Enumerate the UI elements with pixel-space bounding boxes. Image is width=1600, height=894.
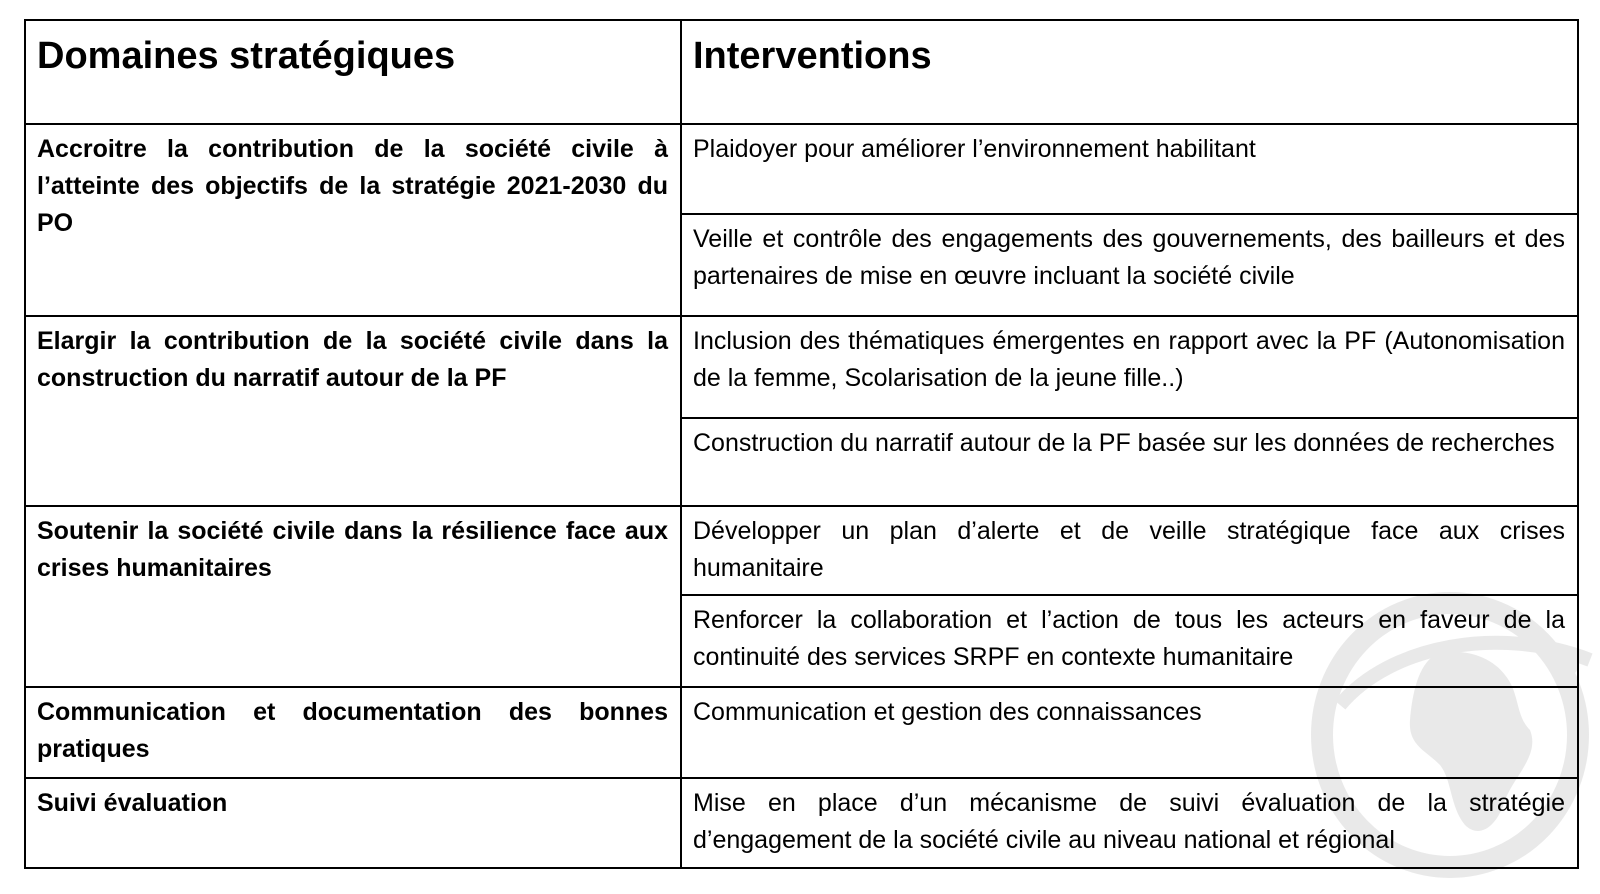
domain-cell: Elargir la contribution de la société civile dans la construction du narratif autour de la PF (25, 316, 681, 506)
intervention-cell: Renforcer la collaboration et l’action de tous les acteurs en faveur de la continuité des services SRPF en contexte humanitaire (681, 595, 1578, 687)
table-row (25, 687, 1578, 778)
intervention-cell: Mise en place d’un mécanisme de suivi évaluation de la stratégie d’engagement de la société civile au niveau national et régional (681, 778, 1578, 868)
table-row (25, 316, 1578, 418)
table-row (25, 506, 1578, 595)
intervention-cell: Veille et contrôle des engagements des gouvernements, des bailleurs et des partenaires de mise en œuvre incluant la société civile (681, 214, 1578, 316)
intervention-cell: Plaidoyer pour améliorer l’environnement habilitant (681, 124, 1578, 214)
table-row (25, 778, 1578, 868)
intervention-cell: Communication et gestion des connaissances (681, 687, 1578, 778)
header-interventions: Interventions (681, 20, 1578, 124)
table-row (25, 124, 1578, 214)
intervention-cell: Développer un plan d’alerte et de veille stratégique face aux crises humanitaire (681, 506, 1578, 595)
intervention-cell: Construction du narratif autour de la PF basée sur les données de recherches (681, 418, 1578, 506)
domain-cell: Accroitre la contribution de la société civile à l’atteinte des objectifs de la stratégie 2021-2030 du PO (25, 124, 681, 316)
domain-cell: Communication et documentation des bonnes pratiques (25, 687, 681, 778)
intervention-cell: Inclusion des thématiques émergentes en rapport avec la PF (Autonomisation de la femme, Scolarisation de la jeune fille..) (681, 316, 1578, 418)
header-domains: Domaines stratégiques (25, 20, 681, 124)
domain-cell: Soutenir la société civile dans la résilience face aux crises humanitaires (25, 506, 681, 687)
table-header-row (25, 20, 1578, 124)
strategy-table (24, 19, 1579, 869)
domain-cell: Suivi évaluation (25, 778, 681, 868)
